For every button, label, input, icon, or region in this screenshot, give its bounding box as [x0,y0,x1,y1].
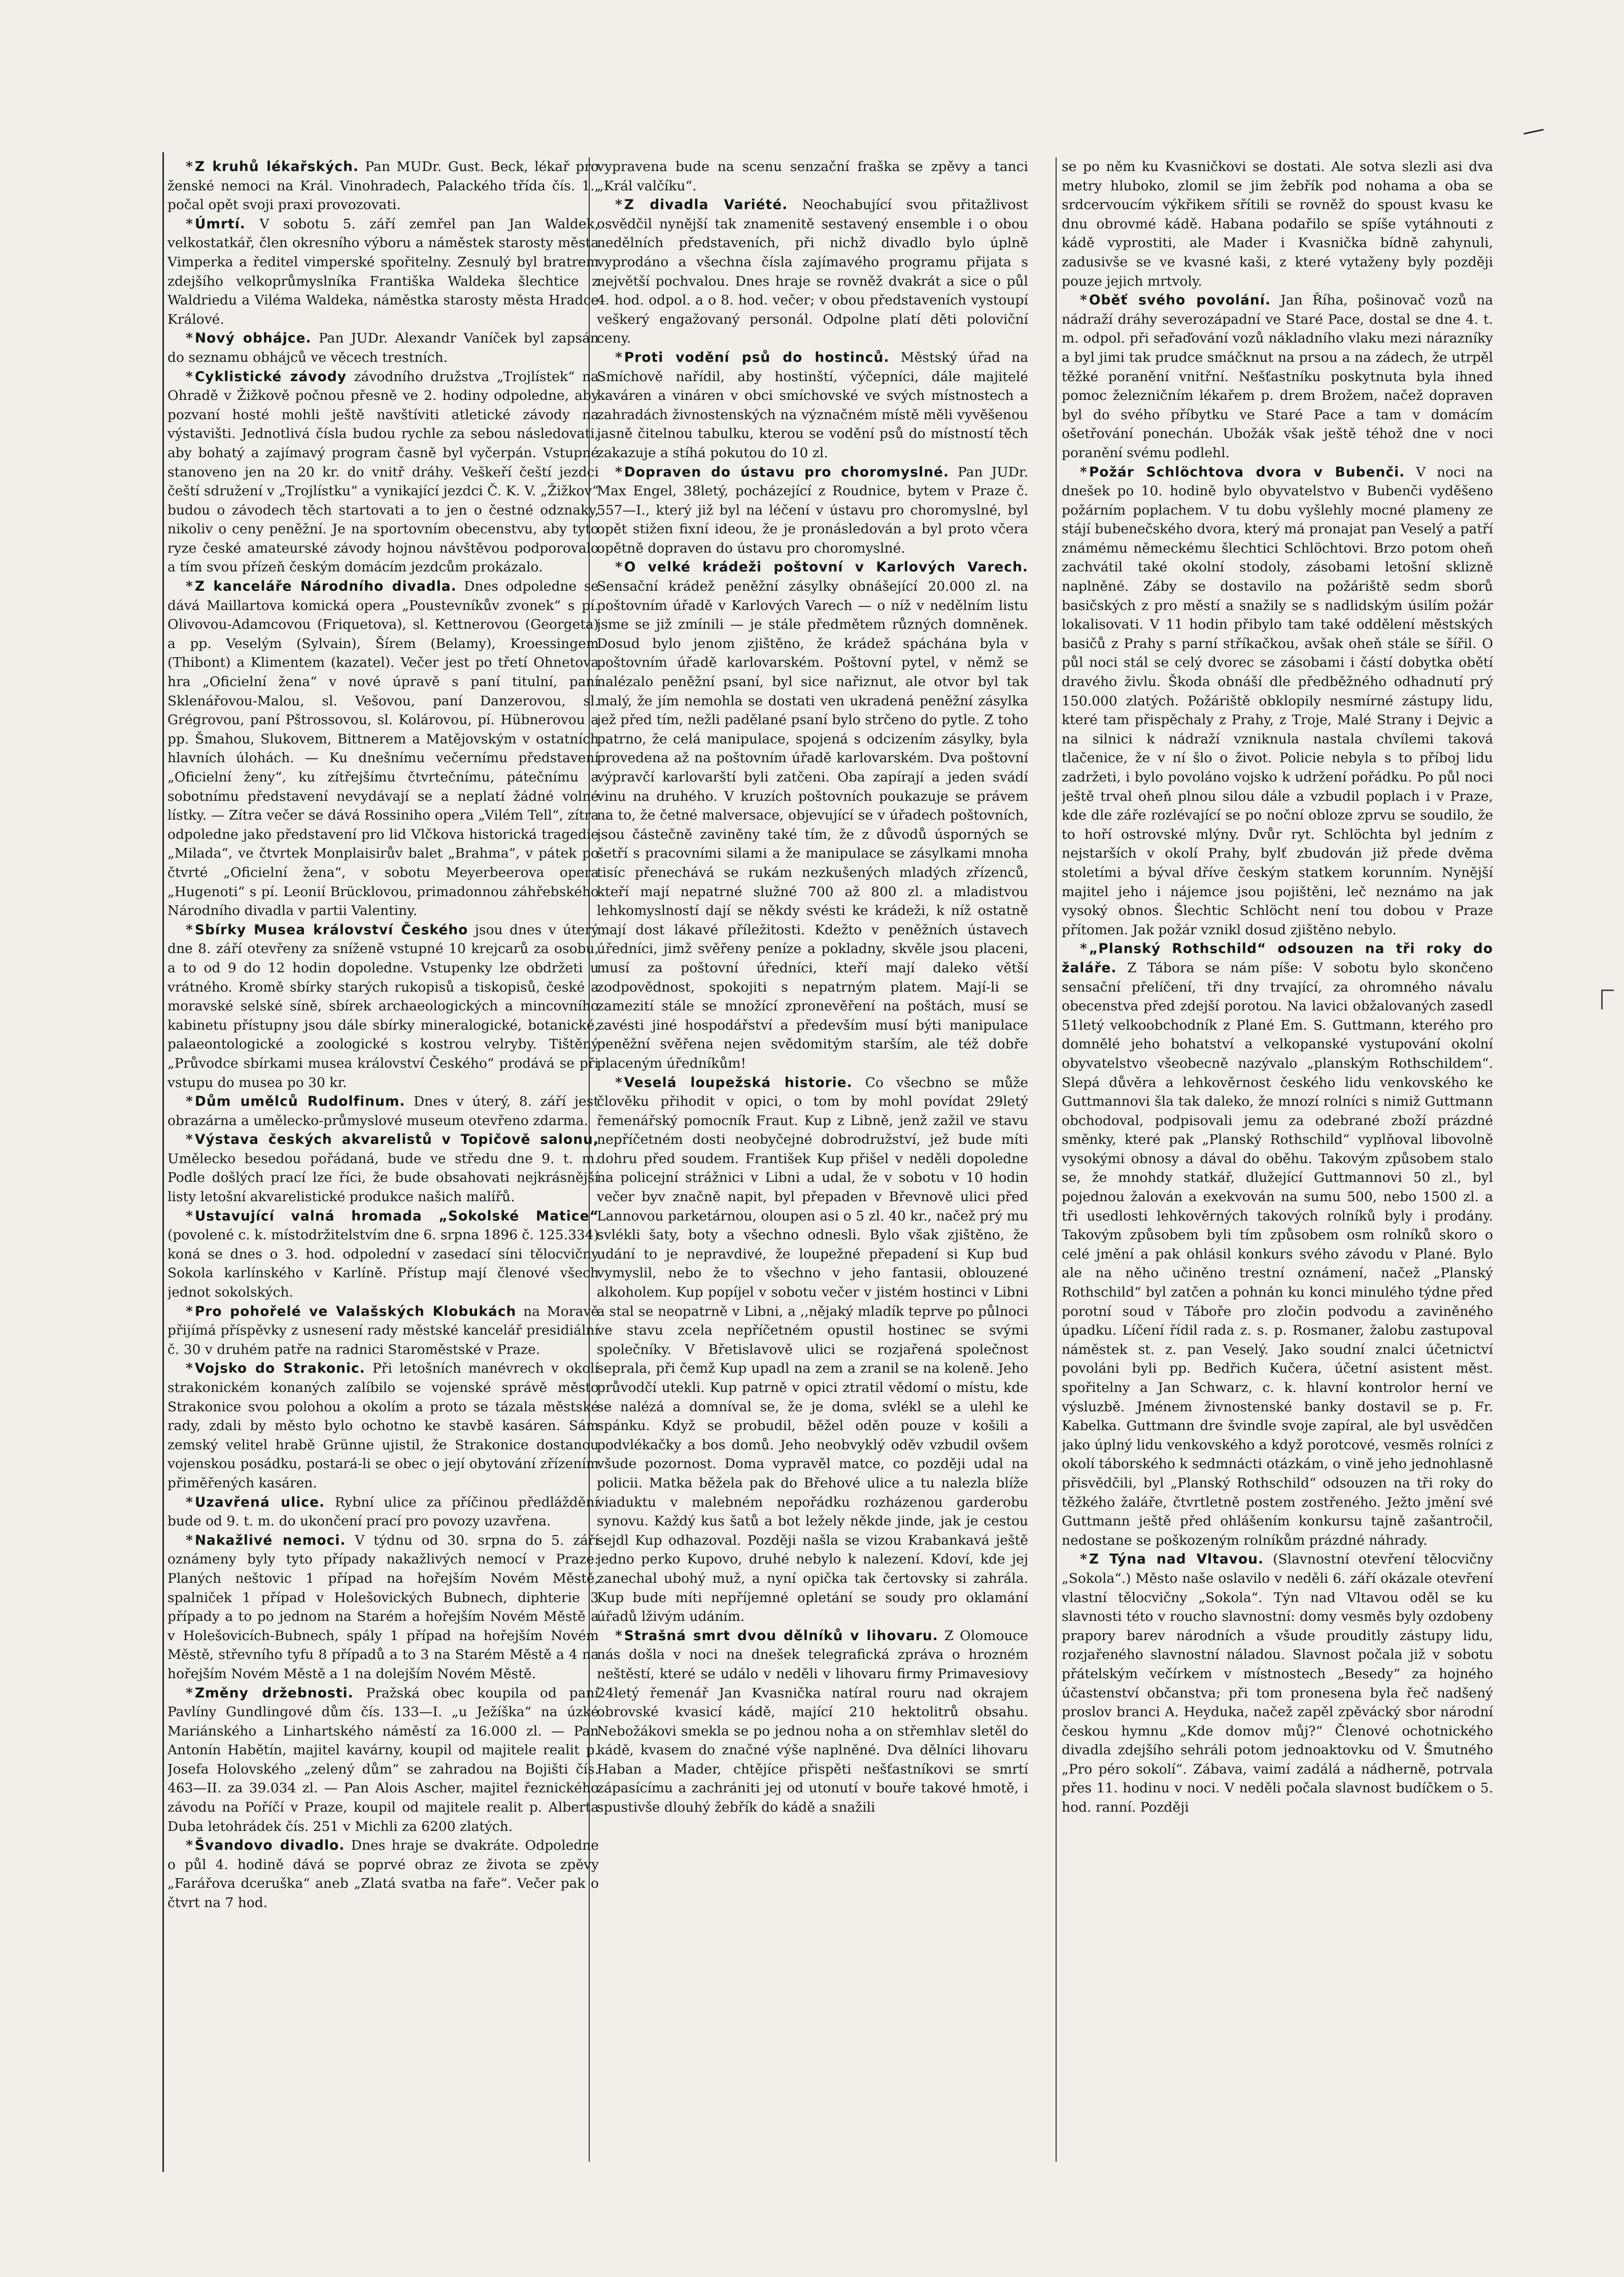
article-headline: Z Týna nad Vltavou. [1089,1551,1264,1568]
article-headline: Z kruhů lékařských. [194,159,359,175]
article-marker: * [186,1838,193,1854]
article-marker: * [186,1208,193,1224]
article-headline: Výstava českých akvarelistů v Topičově salonu, [194,1132,599,1148]
article-marker: * [186,579,193,595]
article-headline: Sbírky Musea království Českého [194,922,468,938]
article-headline: Z divadla Variété. [624,197,788,213]
article-body: vypravena bude na scenu senzační fraška se zpěvy a tanci „Král valčíku“. [597,159,1028,194]
article-headline: Švandovo divadlo. [194,1838,345,1854]
article [597,348,1028,463]
article-marker: * [186,216,193,232]
article-headline: Pro pohořelé ve Valašských Klobukách [194,1303,517,1319]
article [167,1130,599,1206]
article-marker: * [186,1132,193,1148]
article [1062,157,1493,291]
article-marker: * [1080,941,1087,957]
article-body: Pan JUDr. Alexandr Vaníček byl zapsán do seznamu obhájců ve věcech trestních. [167,330,599,365]
article-body: Neochabující svou přitažlivost osvědčil nynější tak znamenitě sestavený ensemble i o obou nedělních představeních, při nichž divadlo bylo úplně vyprodáno a všechna čísla zajímavého programu přijata s největší pochvalou. Dnes hraje se rovněž dvakrát a sice o půl 4. hod. odpol. a o 8. hod. večer; v obou představeních vystoupí veškerý engažovaný personál. Odpolne platí děti poloviční ceny. [597,197,1028,347]
article-headline: Uzavřená ulice. [194,1494,325,1510]
article-headline: Oběť svého povolání. [1089,292,1271,309]
article-marker: * [615,349,622,365]
article [1062,939,1493,1550]
article [597,1626,1028,1817]
article-body: Dnes hraje se dvakráte. Odpoledne o půl 4. hodině dává se poprvé obraz ze života se zpěvy „Farářova dceruška“ aneb „Zlatá svatba na faře“. Večer pak o čtvrt na 7 hod. [167,1838,599,1911]
article-body: Městský úřad na Smíchově nařídil, aby hostinští, výčepníci, dále majitelé kaváren a vináren v obci smíchovské ve svých místnostech a zahradách živnostenských na význačném místě měli vyvěšenou jasně čitelnou tabulku, kterou se vodění psů do místností těch zakazuje a stíhá pokutou do 10 zl. [597,349,1028,461]
article [1062,291,1493,462]
article-body: Pan JUDr. Max Engel, 38letý, pocházející z Roudnice, bytem v Praze č. 557—I., který již byl na léčení v ústavu pro choromyslné, byl opět stižen fixní ideou, že je pronásledován a byl proto včera opětně dopraven do ústavu pro choromyslné. [597,464,1028,556]
article-marker: * [615,197,622,213]
article-body: (Slavnostní otevření tělocvičny „Sokola“.) Město naše oslavilo v neděli 6. září okázale otevření vlastní tělocvičny „Sokola“. Týn nad Vltavou oděl se ku slavnosti této v roucho slavnostní: domy vesměs byly ozdobeny prapory barev národních a všude prouditly zástupy lidu, rozjařeného slavnostní náladou. Slavnost počala již v sobotu přátelským večírkem v místnostech „Besedy“ za hojného účastenství občanstva; při tom pronesena byla řeč nadšený proslov branci A. Heyduka, načež zapěl zpěvácký sbor národní českou hymnu „Kde domov můj?“ Členové ochotnického divadla zdejšího sehráli potom jednoaktovku od V. Šmutného „Pro péro sokolí“. Zábava, vaimí zadálá a nádherně, potrvala přes 11. hodinu v noci. V neděli počala slavnost budíčkem o 5. hod. ranní. Později [1062,1551,1493,1816]
article-body: Co všecbno se může člověku přihodit v opici, o tom by mohl povídat 29letý řemenářský pomocník Fraut. Kup z Libně, jenž zažil ve stavu nepříčetném dosti neobyčejné dobrodružství, jež bude míti dohru před soudem. František Kup přišel v neděli dopoledne na policejní strážnici v Libni a udal, že v sobotu v 10 hodin večer byv značně napit, byl přepaden v Břevnově ulici před Lannovou parketárnou, oloupen asi o 5 zl. 40 kr., načež prý mu svlékli šaty, boty a všechno odnesli. Bylo však zjištěno, že udání to je nepravdivé, že loupežné přepadení si Kup bud vymyslil, nebo že to všechno v jeho fantasii, oblouzené alkoholem. Kup popíjel v sobotu večer v jistém hostinci v Libni a stal se neopatrně v Libni, a ,,nějaký mladík teprve po půlnoci ve stavu zcela nepříčetném opustil hostinec se svými společníky. V Břetislavově ulici se rozjařená společnost seprala, při čemž Kup upadl na zem a zranil se na koleně. Jeho průvodčí utekli. Kup patrně v opici ztratil vědomí o místu, kde se nalézá a domníval se, že je doma, svlékl se a ulehl ke spánku. Když se probudil, běžel oděn pouze v košili a podvlékačky a bos domů. Jeho neobvyklý oděv vzbudil ovšem všude pozornost. Doma vypravěl matce, co později udal na policii. Matka běžela pak do Břehové ulice a tu nalezla blíže viaduktu v malebném nepořádku rozházenou garderobu synovu. Každý kus šatů a bot ležely někde jinde, jak je cestou sejdl Kup odhazoval. Později našla se vizou Krabankavá ještě jedno perko Kupovo, druhé nebylo k nalezení. Kdoví, kde jej zanechal ubohý muž, a nyní opička tak čertovsky si zahrála. Kup bude míti nepříjemné opletání se soudy pro oklamání úřadů lživým udáním. [597,1074,1028,1625]
article [167,1493,599,1531]
article-headline: Nový obhájce. [194,330,312,347]
article-marker: * [186,1361,193,1377]
article [597,157,1028,195]
article [597,463,1028,558]
article-marker: * [186,330,193,347]
article-headline: Proti vodění psů do hostinců. [624,349,890,365]
article-body: Jan Říha, pošinovač vozů na nádraží dráhy severozápadní ve Staré Pace, dostal se dne 4. t. m. odpol. při seřaďování vozů nákladního vlaku mezi nárazníky a byl jimi tak prudce smáčknut na prsou a na zádech, že utrpěl těžké poranění vnitřní. Nešťastníku poskytnuta byla ihned pomoc železničním lékařem p. drem Brožem, načež dopraven byl do svého příbytku ve Staré Pace a tam v domácím ošetřování ponechán. Ubožák však ještě téhož dne v noci poranění svému podlehl. [1062,292,1493,461]
article [1062,1550,1493,1817]
article-body: V sobotu 5. září zemřel pan Jan Waldek, velkostatkář, člen okresního výboru a náměstek starosty města Vimperka a ředitel vimperské spořitelny. Zesnulý byl bratrem zdejšího velkoprůmyslníka Františka Waldeka šlechtice z Waldriedu a Viléma Waldeka, náměstka starosty města Hradce Králové. [167,216,599,327]
article-marker: * [186,1494,193,1510]
article-headline: Dům umělců Rudolfinum. [194,1094,405,1110]
article-body: Z Olomouce nás došla v noci na dnešek telegrafická zpráva o hrozném neštěstí, které se událo v neděli v lihovaru firmy Primavesiovy 24letý řemenář Jan Kvasnička natíral rouru nad okrajem obrovské kvasicí kádě, mající 210 hektolitrů obsahu. Nebožákovi smekla se po jednou noha a on střemhlav sletěl do kádě, kvasem do značné výše naplněné. Dva dělníci lihovaru Haban a Mader, chtějíce přispěti nešťastníkovi se smrtí zápasícímu a zachrániti jej od utonutí v bouře takové hmotě, i spustivše dlouhý žebřík do kádě a snažili [597,1627,1028,1816]
article-body: závodního družstva „Trojlístek“ na Ohradě v Žižkově počnou přesně ve 2. hodiny odpoledne, aby pozvaní hosté mohli ještě navštíviti atletické závody na výstavišti. Jednotlivá čísla budou rychle za sebou následovati, aby bohatý a zajímavý program časně byl vyčerpán. Vstupné stanoveno jen na 20 kr. do vnitř dráhy. Veškeří čeští jezdci čeští sdružení v „Trojlístku“ a vynikající jezdci Č. K. V. „Žižkov“ budou o závodech těch startovati a to jen o čestné odznaky, nikoliv o ceny peněžní. Je na sportovním obecenstvu, aby tyto ryze české amateurské závody hojnou návštěvou podporovalo a tím svou přízeň českým domácím jezdcům prokázalo. [167,368,599,575]
article-headline: Nakažlivé nemoci. [194,1532,346,1548]
article [167,1684,599,1837]
article-marker: * [1080,1551,1087,1568]
article-headline: Změny držebnosti. [194,1685,354,1701]
article-marker: * [186,1685,193,1701]
article [1062,463,1493,940]
article [167,1207,599,1302]
column-2 [597,157,1028,2167]
article-body: Dnes v úterý, 8. září jest obrazárna a umělecko-průmyslové museum otevřeno zdarma. [167,1094,599,1129]
article [167,215,599,329]
page-mark [1524,129,1544,134]
article-body: jsou dnes v úterý dne 8. září otevřeny za sníženě vstupné 10 krejcarů za osobu, a to od 9 do 12 hodin dopoledne. Vstupenky lze obdržeti u vrátného. Kromě sbírky starých rukopisů a tiskopisů, české a moravské selské síně, sbírek archaeologických a mincovního kabinetu přístupny jsou dále sbírky mineralogické, botanické, palaeontologické a zoologické s kostrou velryby. Tištěný „Průvodce sbírkami musea království Českého“ prodává se při vstupu do musea po 30 kr. [167,922,599,1091]
article [597,558,1028,1073]
article-body: Dnes odpoledne se dává Maillartova komická opera „Poustevníkův zvonek“ s pí. Olivovou-Adamcovou (Friquetova), sl. Kettnerovou (Georgeta) a pp. Veselým (Sylvain), Šírem (Belamy), Kroessingem (Thibont) a Klimentem (kazatel). Večer jest po třetí Ohnetova hra „Oficielní žena“ v nové úpravě s paní titulní, paní Sklenářovou-Malou, sl. Vešovou, paní Danzerovou, sl. Grégrovou, paní Pštrossovou, sl. Kolárovou, pí. Hübnerovou a pp. Šmahou, Slukovem, Bittnerem a Matějovským v ostatních hlavních úlohách. — Ku dnešnímu večernímu představení „Oficielní ženy“, ku zítřejšímu čtvrtečnímu, pátečnímu a sobotnímu představení nevydávají se a neplatí žádné volné lístky. — Zítra večer se dává Rossiniho opera „Vilém Tell“, zítra odpoledne jako představení pro lid Vlčkova historická tragedie „Milada“, ve čtvrtek Monplaisirův balet „Brahma“, v pátek po čtvrté „Oficielní žena“, v sobotu Meyerbeerova opera „Hugenoti“ s pí. Leonií Brücklovou, primadonnou záhřebského Národního divadla v partii Valentiny. [167,579,599,919]
article-marker: * [1080,292,1087,309]
article-marker: * [615,1627,622,1644]
article-body: V noci na dnešek po 10. hodině bylo obyvatelstvo v Bubenči vyděšeno požárním poplachem. V tu dobu vyšlehly mocné plameny ze stájí bubenečského dvora, který má pronajat pan Veselý a patří známému německému šlechtici Schlöchtovi. Brzo potom oheň zachvátil také okolní stodoly, zásobami letošní sklizně naplněné. Záby se dostavilo na požáriště sedm sborů basičských z pro městí a snažily se s nadlidským úsilím požár lokalisovati. V 11 hodin přibylo tam také oddělení městských basičů z Prahy s parní stříkačkou, avšak oheň stále se šířil. O půl noci stál se celý dvorec se zásobami i částí dobytka obětí dravého živlu. Škoda obnáší dle předběžného odhadnutí prý 150.000 zlatých. Požáriště obklopily nesmírné zástupy lidu, které tam přispěchaly z Prahy, z Troje, Malé Strany i Dejvic a na silnici k nádraží vzniknula nastala chvílemi taková tlačenice, že v ní šlo o život. Policie nebyla s to příboj lidu zadržeti, i bylo povoláno vojsko k udržení pořádku. Po půl noci ještě trval oheň plnou silou dále a vzbudil poplach i v Praze, kde dle záře rozlévající se po noční obloze zprvu se soudilo, že to hoří ostrovské mlýny. Dvůr ryt. Schlöchta byl jedním z nejstarších v okolí Prahy, bylť zbudován již přede dvěma stoletími a býval dříve českým statkem korunním. Nynější majitel jeho i nájemce jsou pojištěni, leč neznámo na jak vysoký obnos. Šlechtic Schlöcht není tou dobou v Praze přítomen. Jak požár vznikl dosud zjištěno nebylo. [1062,464,1493,938]
article [167,1092,599,1130]
article-body: Pan MUDr. Gust. Beck, lékař pro ženské nemoci na Král. Vinohradech, Palackého třída čís. 1., počal opět svoji praxi provozovati. [167,159,599,213]
article-marker: * [186,922,193,938]
article-body: Rybní ulice za příčinou předláždění bude od 9. t. m. do ukončení prací pro povozy uzavřena. [167,1494,599,1530]
article [167,367,599,577]
article-headline: Ustavující valná hromada „Sokolské Matice“ [194,1208,599,1224]
article-marker: * [186,1532,193,1548]
article-headline: Dopraven do ústavu pro choromyslné. [624,464,949,480]
column-3 [1062,157,1493,2167]
article-body: Umělecko besedou pořádaná, bude ve středu dne 9. t. m. Podle došlých prací lze říci, že bude obsahovati nejkrásnější listy letošní akvarelistické produkce našich malířů. [167,1150,599,1205]
article-body: Při letošních manévrech v okolí strakonickém konaných zalíbilo se vojenské správě město Strakonice svou polohou a okolím a proto se tázala městské rady, zdali by město bylo ochotno ke stavbě kasáren. Sám zemský velitel hrabě Grünne ujistil, že Strakonice dostanou vojenskou posádku, postará-li se obec o její obytování zřízením přiměřených kasáren. [167,1361,599,1491]
article-marker: * [186,368,193,385]
article [167,1302,599,1360]
article-body: Pražská obec koupila od paní Pavlíny Gundlingové dům čís. 133—I. „u Ježíška“ na úzké Mariánského a Linhartského náměstí za 16.000 zl. — Pan Antonín Habětín, majitel kavárny, koupil od majitele realit p. Josefa Holovského „zelený dům“ se zahradou na Bojišti čís. 463—II. za 39.034 zl. — Pan Alois Ascher, majitel řeznického závodu na Poříčí v Praze, koupil od majitele realit p. Alberta Duba letohrádek čís. 251 v Michli za 6200 zlatých. [167,1685,599,1834]
article-headline: O velké krádeži poštovní v Karlových Varech. [624,559,1028,575]
article-marker: * [615,1074,622,1091]
article-body: V týdnu od 30. srpna do 5. září oznámeny byly tyto případy nakažlivých nemocí v Praze: Planých neštovic 1 případ na hořejším Novém Městě, spalniček 1 případ v Holešovických Bubnech, diphterie 3 případy a to po jednom na Starém a hořejším Novém Městě a v Holešovicích-Bubnech, spály 1 případ na hořejším Novém Městě, střevního tyfu 8 případů a to 3 na Starém Městě a 4 na hořejším Novém Městě a 1 na dolejším Novém Městě. [167,1532,599,1682]
article [597,195,1028,348]
article [167,1359,599,1492]
scan-edge-mark [1601,990,1614,1009]
article [167,329,599,367]
article-marker: * [186,1303,193,1319]
article [597,1073,1028,1626]
article-headline: Veselá loupežská historie. [624,1074,853,1091]
article-headline: Úmrtí. [194,216,246,232]
column-rule [1056,157,1057,2162]
article-body: (povolené c. k. místodržitelstvím dne 6. srpna 1896 č. 125.334) koná se dnes o 3. hod. odpolední v zasedací síni tělocvičny Sokola karlínského v Karlíně. Přístup mají členové všech jednot sokolských. [167,1227,599,1301]
article-body: Z Tábora se nám píše: V sobotu bylo skončeno sensační přelíčení, tři dny trvající, za ohromného návalu obecenstva před zdejší porotou. Na lavici obžalovaných zasedl 51letý velkoobchodník z Plané Em. S. Guttmann, kterého pro domnělé jeho bohatství a velkopanské vystupování okolní obyvatelstvo všeobecně nazývalo „planským Rothschildem“. Slepá důvěra a lehkověrnost českého lidu venkovského ke Guttmannovi šla tak daleko, že mnozí rolníci s nimiž Guttmann obchodoval, podpisovali jemu za odebrané zboží prázdné směnky, které pak „Planský Rothschild“ vyplňoval libovolně vysokými obnosy a dával do oběhu. Takovým způsobem stalo se, že mnohdy statkář, dlužející Guttmannovi 50 zl., byl pojednou žalován a exekvován na sumu 500, nebo 1500 zl. a tři usedlosti lehkověrných takových rolníků byly i prodány. Takovým způsobem byli tím způsobem osm rolníků skoro o celé jmění a pak ohlásil konkurs svého závodu v Plané. Bylo ale na něho učiněno trestní oznámení, načež „Planský Rothschild“ byl zatčen a pohnán ku konci minulého týdne před porotní soud v Táboře pro zločin podvodu a zaviněného úpadku. Líčení řídil rada z. s. p. Rosmaner, žalobu zastupoval náměstek st. z. pan Veselý. Jako soudní znalci účetnictví povoláni byli pp. Bedřich Kučera, účetní asistent měst. spořitelny a Jan Schwarz, c. k. hlavní kontrolor herní ve výsluzbě. Jménem živnostenské banky dostavil se p. Fr. Kabelka. Guttmann dre švindle svoje zapíral, ale byl usvědčen jako úplný lidu venkovského a když porotcové, vesměs rolníci z okolí táborského k sedmnácti otázkám, o vině jeho jednohlasně přisvědčili, byl „Planský Rothschild“ odsouzen na tři roky do těžkého žaláře, čtvrtletně postem zostřeného. Ježto jmění své Guttmann ještě před ohlášením konkursu tajně zašantročil, nedostane se poškozeným rolníkům prázdné náhrady. [1062,960,1493,1548]
article-marker: * [186,159,193,175]
article [167,577,599,921]
article-body: Sensační krádež peněžní zásylky obnášející 20.000 zl. na poštovním úřadě v Karlových Varech — o níž v nedělním listu jsme se již zmínili — je stále předmětem různých domněnek. Dosud bylo jenom zjištěno, že krádež spáchána byla v poštovním úřadě karlovarském. Poštovní pytel, v němž se nalézalo peněžní psaní, byl sice nařiznut, ale otvor byl tak malý, že jím nemohla se dostati ven ukradená peněžní zásylka jež před tím, nežli padělané psaní bylo strčeno do pytle. Z toho patrno, že celá manipulace, spojená s odcizením zásylky, byla provedena až na poštovním úřadě karlovarském. Dva poštovní výpravčí karlovarští byli zatčeni. Oba zapírají a jeden svádí vinu na druhého. V kruzích poštovních poukazuje se právem na to, že četné malversace, objevující se v úřadech poštovních, jsou částečně zaviněny také tím, že z důvodů úsporných se šetří s pracovními silami a že manipulace se zásylkami mnoha tisíc přenechává se rukám nezkušených mladých zřízenců, kteří mají nepatrné služné 700 až 800 zl. a mladistvou lehkomyslností dají se někdy svésti ke krádeži, k níž ostatně mají dost lákavé příležitosti. Kdežto v peněžních ústavech úředníci, jimž svěřeny peníze a pokladny, skvěle jsou placeni, musí za poštovní úředníci, kteří mají daleko větší zodpovědnost, spokojiti s nepatrným platem. Mají-li se zamezití stále se množící zpronevěření na poštách, musí se zavésti jiné hospodářství a především musí býti manipulace peněžní svěřena nejen svědomitým starším, ale též dobře placeným úředníkům! [597,579,1028,1071]
article [167,921,599,1092]
article [167,1531,599,1684]
article-marker: * [615,464,622,480]
article-headline: Cyklistické závody [194,368,347,385]
article-body: se po něm ku Kvasničkovi se dostati. Ale sotva slezli asi dva metry hluboko, zlomil se jim žebřík pod nohama a oba se srdcervoucím výkřikem sřítili se rovněž do spoust kvasu ke dnu obrovmé kádě. Habana podařilo se spíše vytáhnouti z kádě vyprostiti, ale Mader i Kvasnička bídně zahynuli, zadusivše se ve kvasné kaši, z které vytaženy byly později pouze jejich mrtvoly. [1062,159,1493,289]
article-headline: „Planský Rothschild“ odsouzen na tři roky do žaláře. [1062,941,1493,976]
article-marker: * [1080,464,1087,480]
article-headline: Požár Schlöchtova dvora v Bubenči. [1089,464,1405,480]
article-headline: Strašná smrt dvou dělníků v lihovaru. [624,1627,938,1644]
article-headline: Vojsko do Strakonic. [194,1361,365,1377]
article-marker: * [186,1094,193,1110]
article [167,1836,599,1912]
column-1 [167,157,599,2167]
article-marker: * [615,559,622,575]
article-headline: Z kanceláře Národního divadla. [194,579,457,595]
article [167,157,599,215]
article-body: na Moravě přijímá příspěvky z usnesení rady městské kancelář presidiální č. 30 v druhém patře na radnici Staroměstské v Praze. [167,1303,599,1357]
